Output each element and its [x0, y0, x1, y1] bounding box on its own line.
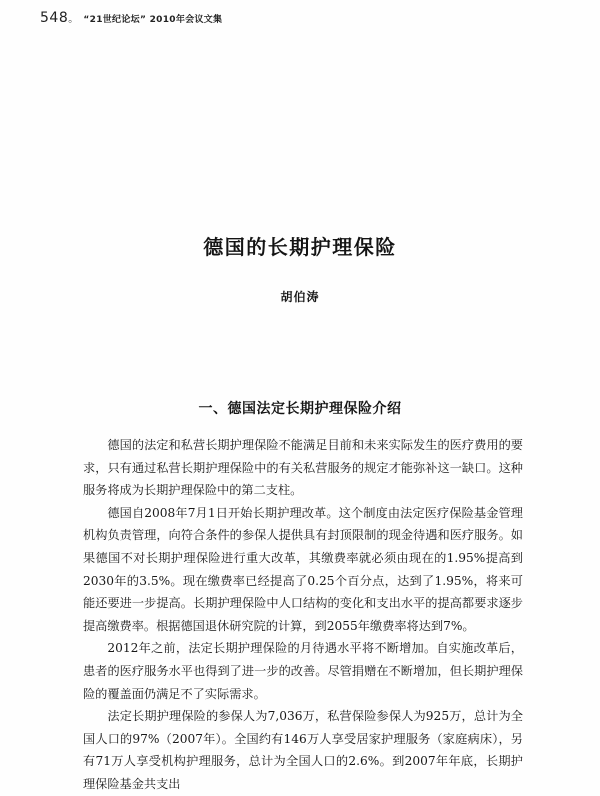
article-title: 德国的长期护理保险: [203, 235, 397, 259]
article-author: 胡伯涛: [280, 290, 320, 304]
running-header: [40, 10, 222, 26]
paragraph: 2012年之前，法定长期护理保险的月待遇水平将不断增加。自实施改革后，患者的医疗服务水平也得到了进一步的改善。尽管捐赠在不断增加，但长期护理保险的覆盖面仍满足不了实际需求。: [83, 641, 523, 701]
header-text: “21世纪论坛” 2010年会议文集: [83, 15, 223, 25]
paragraph: 德国自2008年7月1日开始长期护理改革。这个制度由法定医疗保险基金管理机构负责管理，向符合条件的参保人提供具有封顶限制的现金待遇和医疗服务。如果德国不对长期护理保险进行重大改革，其缴费率就必须由现在的1.95%提高到2030年的3.5%。现在缴费率已经提高了0.25个百分点，达到了1.95%，将来可能还要进一步提高。长期护理保险中人口结构的变化和支出水平的提高都要求逐步提高缴费率。根据德国退休研究院的计算，到2055年缴费率将达到7%。: [83, 505, 523, 633]
header-separator: 。: [68, 14, 79, 25]
section-heading: 一、德国法定长期护理保险介绍: [198, 401, 402, 417]
page-number: 548: [40, 10, 69, 26]
paragraph: 法定长期护理保险的参保人为7,036万，私营保险参保人为925万，总计为全国人口的97%（2007年）。全国约有146万人享受居家护理服务（家庭病床），另有71万人享受机构护理服务，总计为全国人口的2.6%。到2007年年底，长期护理保险基金共支出: [83, 709, 523, 791]
body-text: [83, 434, 523, 796]
paragraph: 德国的法定和私营长期护理保险不能满足目前和未来实际发生的医疗费用的要求，只有通过私营长期护理保险中的有关私营服务的规定才能弥补这一缺口。这种服务将成为长期护理保险中的第二支柱。: [83, 438, 523, 498]
